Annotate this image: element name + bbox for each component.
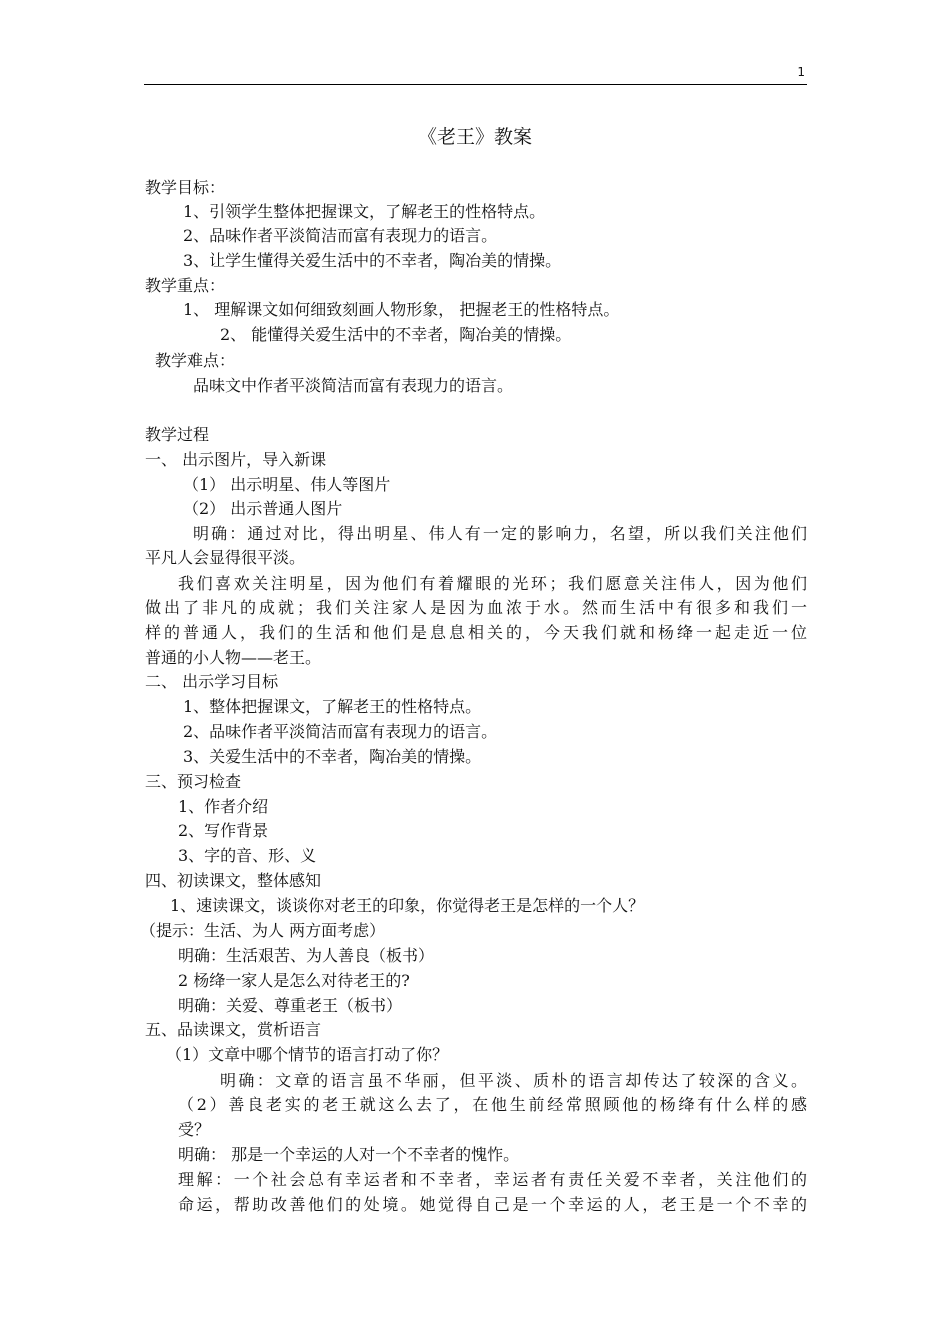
text-line-sec4-heading: 四、初读课文，整体感知 — [145, 871, 322, 890]
text-line-goals-heading: 教学目标： — [145, 178, 226, 197]
page-number: 1 — [797, 65, 805, 79]
text-line-sec2-item1: 1、整体把握课文，了解老王的性格特点。 — [183, 697, 482, 716]
text-line-key-heading: 教学重点： — [145, 276, 226, 295]
text-line-sec2-heading: 二、 出示学习目标 — [145, 672, 279, 691]
text-line-sec3-item3: 3、字的音、形、义 — [178, 846, 317, 865]
text-line-sec1-clarify-a: 明确：通过对比，得出明星、伟人有一定的影响力，名望，所以我们关注他们 — [193, 524, 807, 543]
text-line-process-heading: 教学过程 — [145, 425, 210, 444]
text-line-sec3-heading: 三、预习检查 — [145, 772, 242, 791]
text-line-sec4-hint: （提示：生活、为人 两方面考虑） — [140, 921, 386, 940]
text-line-sec3-item2: 2、写作背景 — [178, 821, 269, 840]
text-line-sec2-item3: 3、关爱生活中的不幸者，陶冶美的情操。 — [183, 747, 482, 766]
text-line-sec5-heading: 五、品读课文，赏析语言 — [145, 1020, 322, 1039]
text-line-key-2: 2、 能懂得关爱生活中的不幸者，陶冶美的情操。 — [220, 325, 572, 344]
text-line-sec5-a2: 明确： 那是一个幸运的人对一个不幸者的愧怍。 — [178, 1145, 520, 1164]
text-line-sec4-a2: 明确：关爱、尊重老王（板书） — [178, 996, 403, 1015]
text-line-para-c: 样的普通人，我们的生活和他们是息息相关的，今天我们就和杨绛一起走近一位 — [145, 623, 807, 642]
text-line-sec5-u-a: 理解：一个社会总有幸运者和不幸者，幸运者有责任关爱不幸者，关注他们的 — [178, 1170, 807, 1189]
text-line-sec5-q2-a: （2）善良老实的老王就这么去了，在他生前经常照顾他的杨绛有什么样的感 — [178, 1095, 807, 1114]
text-line-sec1-item2: （2） 出示普通人图片 — [183, 499, 343, 518]
text-line-sec5-a1: 明确：文章的语言虽不华丽，但平淡、质朴的语言却传达了较深的含义。 — [220, 1071, 807, 1090]
text-line-sec5-q1: （1）文章中哪个情节的语言打动了你？ — [166, 1045, 449, 1064]
text-line-key-1: 1、 理解课文如何细致刻画人物形象， 把握老王的性格特点。 — [183, 300, 620, 319]
text-line-sec2-item2: 2、品味作者平淡简洁而富有表现力的语言。 — [183, 722, 498, 741]
text-line-para-d: 普通的小人物——老王。 — [145, 648, 322, 667]
text-line-goal-3: 3、让学生懂得关爱生活中的不幸者，陶冶美的情操。 — [183, 251, 562, 270]
text-line-sec4-q2: 2 杨绛一家人是怎么对待老王的? — [178, 971, 410, 990]
text-line-difficulty-heading: 教学难点： — [155, 351, 236, 370]
text-line-para-a: 我们喜欢关注明星，因为他们有着耀眼的光环；我们愿意关注伟人，因为他们 — [178, 574, 807, 593]
text-line-sec1-item1: （1） 出示明星、伟人等图片 — [183, 475, 391, 494]
text-line-sec4-q1: 1、速读课文，谈谈你对老王的印象，你觉得老王是怎样的一个人？ — [170, 896, 645, 915]
text-line-goal-2: 2、品味作者平淡简洁而富有表现力的语言。 — [183, 226, 498, 245]
text-line-sec3-item1: 1、作者介绍 — [178, 797, 269, 816]
text-line-difficulty-1: 品味文中作者平淡简洁而富有表现力的语言。 — [193, 376, 514, 395]
text-line-sec5-u-b: 命运，帮助改善他们的处境。她觉得自己是一个幸运的人，老王是一个不幸的 — [178, 1195, 807, 1214]
text-line-sec5-q2-b: 受？ — [178, 1120, 211, 1139]
text-line-sec1-heading: 一、 出示图片，导入新课 — [145, 450, 327, 469]
document-title: 《老王》教案 — [417, 126, 532, 148]
text-line-sec4-a1: 明确：生活艰苦、为人善良（板书） — [178, 946, 435, 965]
text-line-sec1-clarify-b: 平凡人会显得很平淡。 — [145, 548, 306, 567]
text-line-goal-1: 1、引领学生整体把握课文，了解老王的性格特点。 — [183, 202, 546, 221]
text-line-para-b: 做出了非凡的成就；我们关注家人是因为血浓于水。然而生活中有很多和我们一 — [145, 598, 807, 617]
header-rule — [144, 84, 807, 85]
